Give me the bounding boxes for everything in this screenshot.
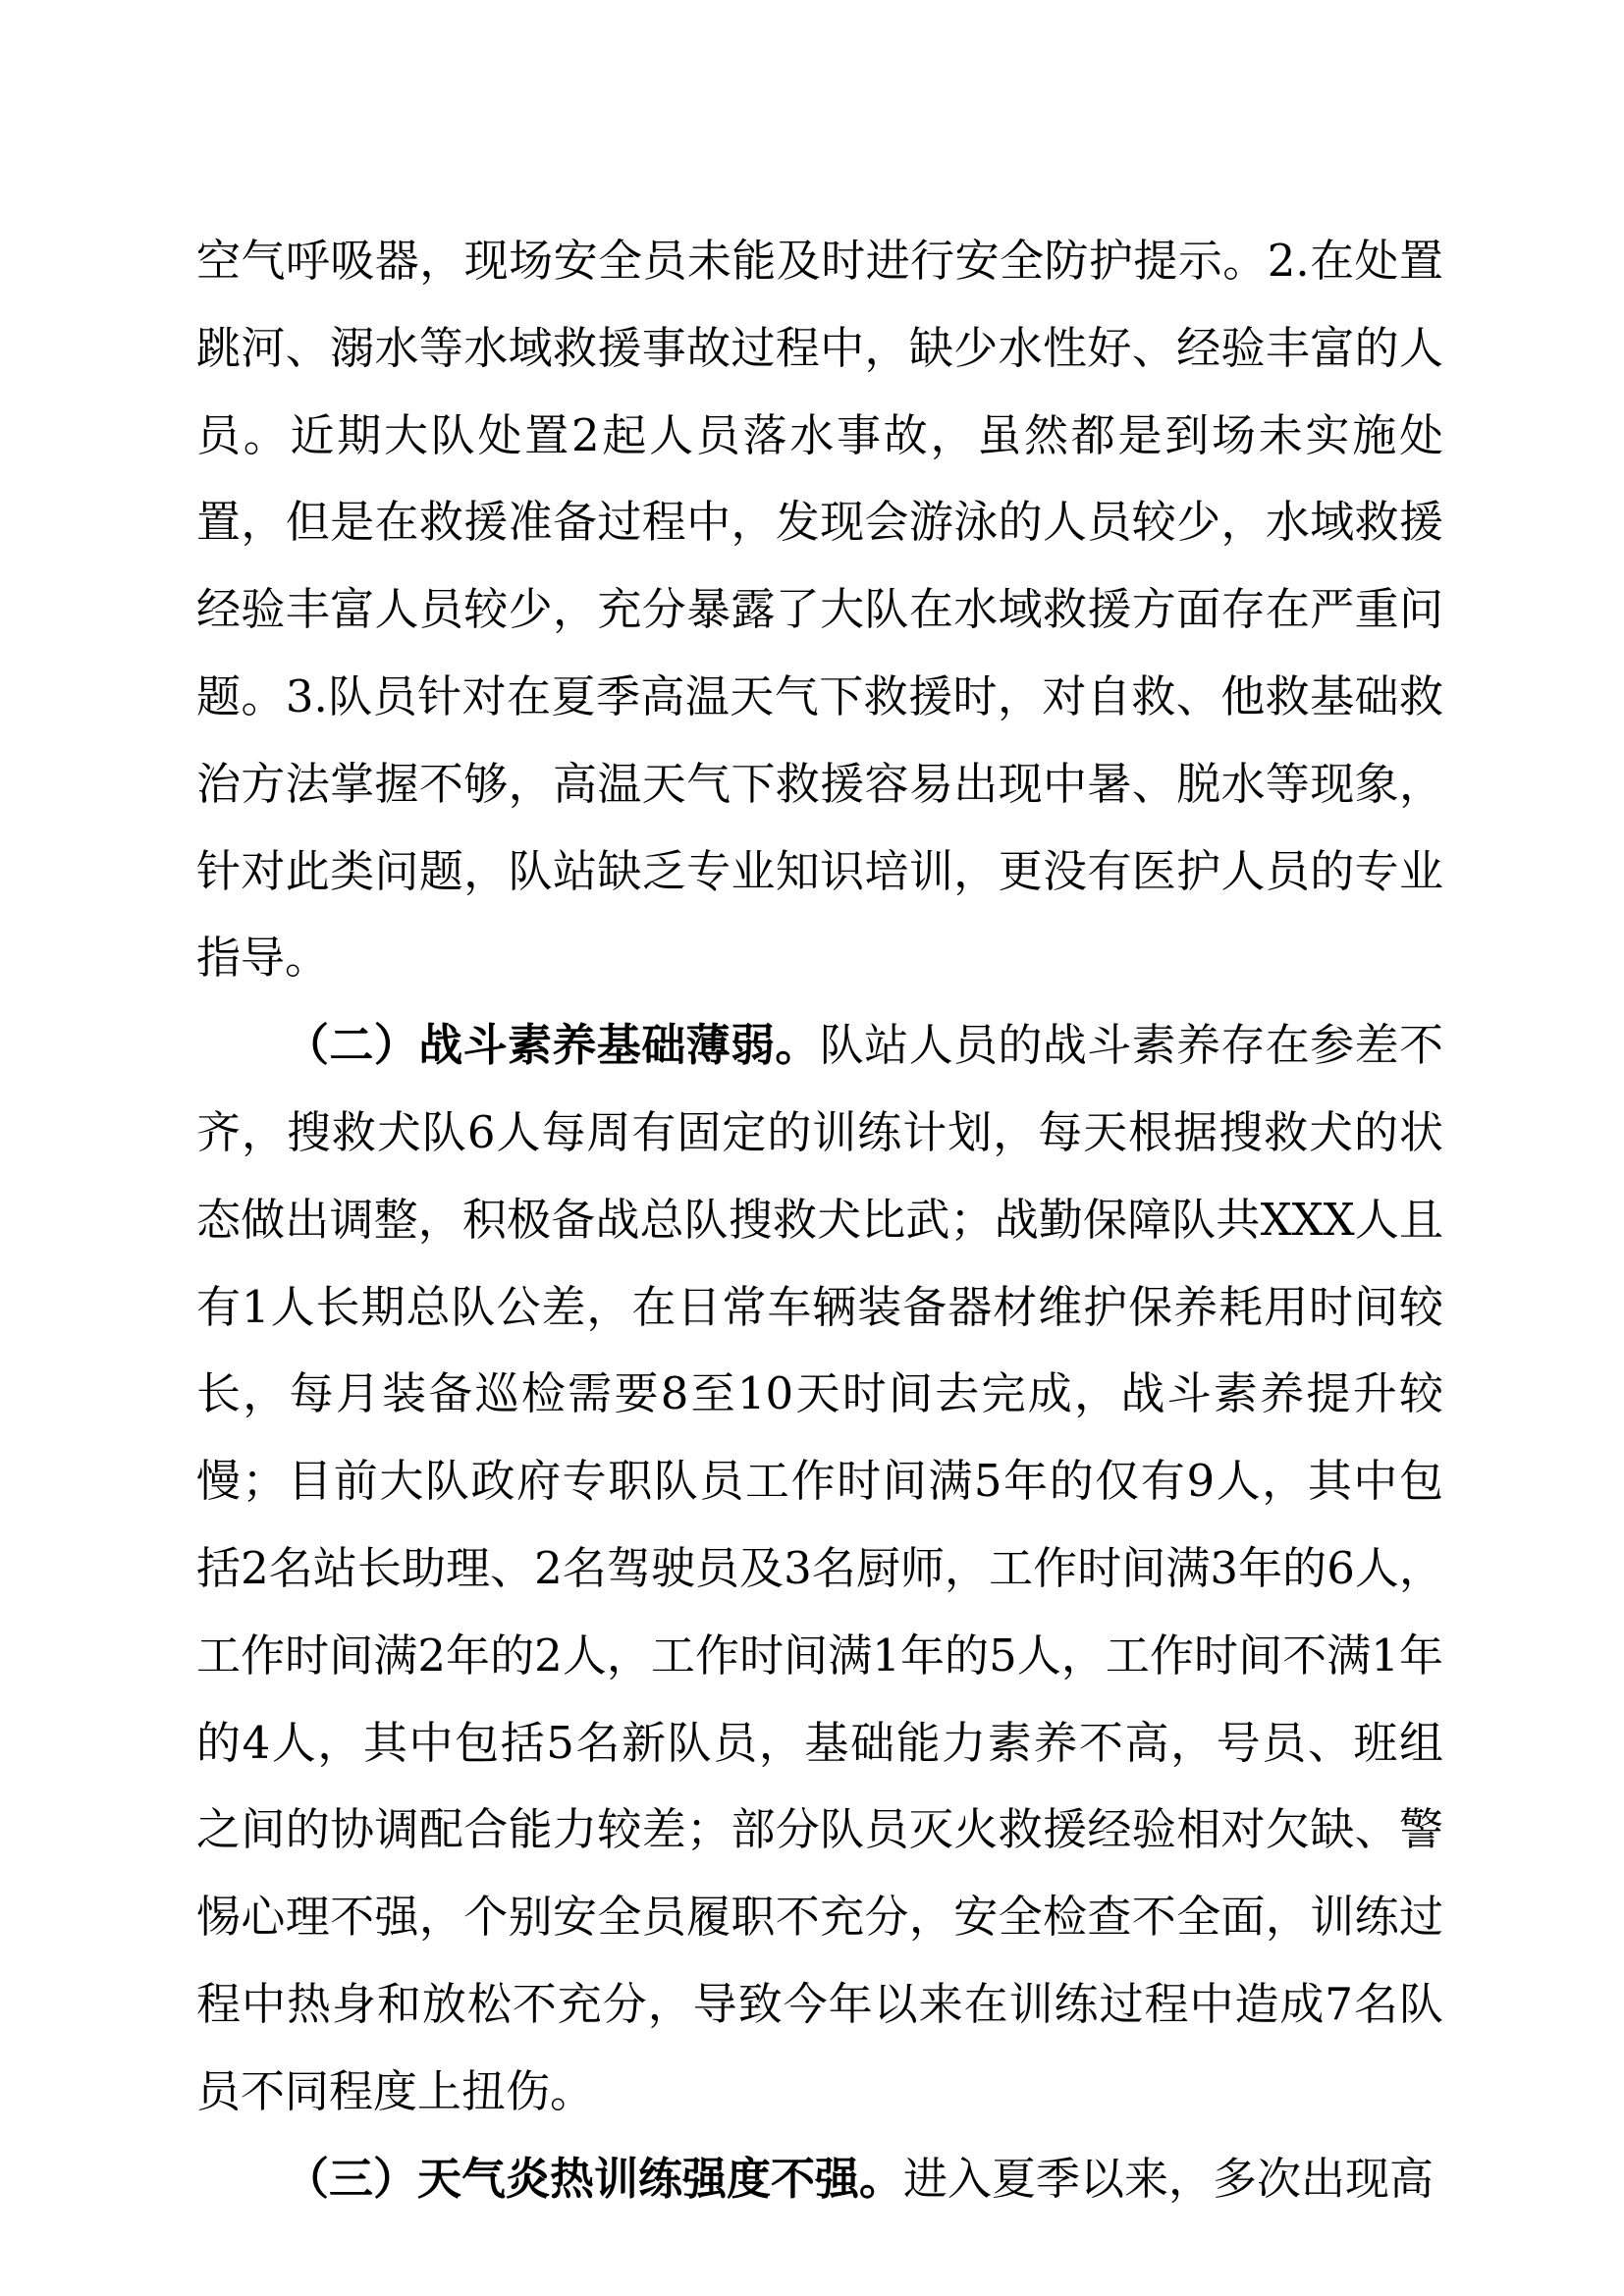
section-3-text: 进入夏季以来，多次出现高	[903, 2152, 1435, 2205]
section-2-text: 队站人员的战斗素养存在参差不齐，搜救犬队6人每周有固定的训练计划，每天根据搜救犬的状态做出调整，积极备战总队搜救犬比武；战勤保障队共XXX人且有1人长期总队公差，在日常车辆装备器材维护保养耗用时间较长，每月装备巡检需要8至10天时间去完成，战斗素养提升较慢；目前大队政府专职队员工作时间满5年的仅有9人，其中包括2名站长助理、2名驾驶员及3名厨师，工作时间满3年的6人，工作时间满2年的2人，工作时间满1年的5人，工作时间不满1年的4人，其中包括5名新队员，基础能力素养不高，号员、班组之间的协调配合能力较差；部分队员灭火救援经验相对欠缺、警惕心理不强，个别安全员履职不充分，安全检查不全面，训练过程中热身和放松不充分，导致今年以来在训练过程中造成7名队员不同程度上扭伤。	[196, 1019, 1443, 2117]
paragraph-section-3	[196, 2136, 1443, 2223]
paragraph-section-2	[196, 1002, 1443, 2135]
section-2-heading: （二）战斗素养基础薄弱。	[285, 1019, 820, 1072]
section-3-heading: （三）天气炎热训练强度不强。	[285, 2152, 904, 2205]
paragraph-1-text: 空气呼吸器，现场安全员未能及时进行安全防护提示。2.在处置跳河、溺水等水域救援事故过程中，缺少水性好、经验丰富的人员。近期大队处置2起人员落水事故，虽然都是到场未实施处置，但是在救援准备过程中，发现会游泳的人员较少，水域救援经验丰富人员较少，充分暴露了大队在水域救援方面存在严重问题。3.队员针对在夏季高温天气下救援时，对自救、他救基础救治方法掌握不够，高温天气下救援容易出现中暑、脱水等现象，针对此类问题，队站缺乏专业知识培训，更没有医护人员的专业指导。	[196, 235, 1443, 985]
paragraph-continuation	[196, 218, 1443, 1002]
document-body	[196, 218, 1443, 2222]
